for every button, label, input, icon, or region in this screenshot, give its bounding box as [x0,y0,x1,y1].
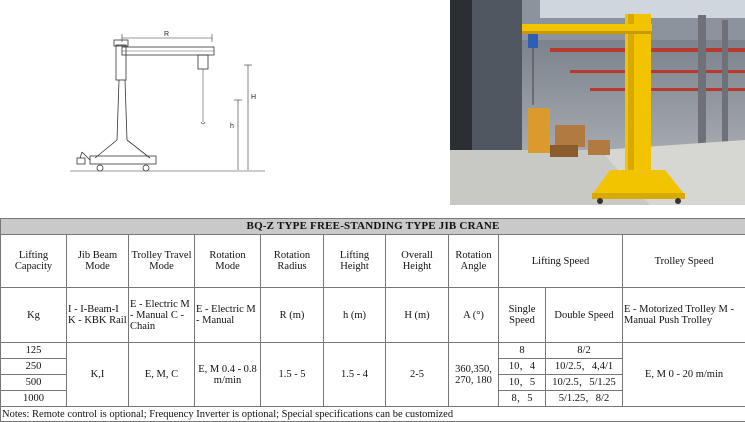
header-overall-height: Overall Height [386,235,449,288]
header-lifting-capacity: Lifting Capacity [1,235,67,288]
unit-rotation-radius: R (m) [261,288,324,343]
radius-label: R [164,31,169,38]
single-speed-cell: 10，4 [499,359,546,375]
crane-technical-drawing [60,10,300,185]
header-lifting-speed: Lifting Speed [499,235,623,288]
header-lifting-height: Lifting Height [324,235,386,288]
double-speed-cell: 10/2.5，4,4/1 [546,359,623,375]
unit-single-speed: Single Speed [499,288,546,343]
capacity-cell: 500 [1,375,67,391]
unit-trolley-speed: E - Motorized Trolley M - Manual Push Trolley [623,288,745,343]
double-speed-cell: 8/2 [546,343,623,359]
overall-height-value: 2-5 [386,343,449,407]
table-row [1,343,745,359]
unit-rotation-angle: A (°) [449,288,499,343]
double-speed-cell: 10/2.5，5/1.25 [546,375,623,391]
lifting-height-value: 1.5 - 4 [324,343,386,407]
unit-lifting-capacity: Kg [1,288,67,343]
table-title: BQ-Z TYPE FREE-STANDING TYPE JIB CRANE [1,219,745,235]
double-speed-cell: 5/1.25，8/2 [546,391,623,407]
header-rotation-mode: Rotation Mode [195,235,261,288]
single-speed-cell: 8，5 [499,391,546,407]
lifting-height-label: h [230,123,234,130]
overall-height-label: H [251,94,256,101]
rotation-radius-value: 1.5 - 5 [261,343,324,407]
unit-double-speed: Double Speed [546,288,623,343]
header-rotation-radius: Rotation Radius [261,235,324,288]
unit-jib-beam-mode: I - I-Beam-I K - KBK Rail [67,288,129,343]
trolley-speed-value: E, M 0 - 20 m/min [623,343,745,407]
jib-crane-spec-table [0,218,745,422]
unit-overall-height: H (m) [386,288,449,343]
capacity-cell: 125 [1,343,67,359]
rotation-mode-value: E, M 0.4 - 0.8 m/min [195,343,261,407]
header-trolley-speed: Trolley Speed [623,235,745,288]
capacity-cell: 250 [1,359,67,375]
unit-lifting-height: h (m) [324,288,386,343]
header-jib-beam-mode: Jib Beam Mode [67,235,129,288]
unit-rotation-mode: E - Electric M - Manual [195,288,261,343]
jib-beam-mode-value: K,I [67,343,129,407]
single-speed-cell: 8 [499,343,546,359]
header-rotation-angle: Rotation Angle [449,235,499,288]
crane-factory-photo [450,0,745,205]
single-speed-cell: 10，5 [499,375,546,391]
trolley-travel-mode-value: E, M, C [129,343,195,407]
rotation-angle-value: 360,350, 270, 180 [449,343,499,407]
capacity-cell: 1000 [1,391,67,407]
table-notes: Notes: Remote control is optional; Frequency Inverter is optional; Special specifications can be customized [1,407,745,422]
unit-trolley-travel-mode: E - Electric M - Manual C - Chain [129,288,195,343]
header-trolley-travel-mode: Trolley Travel Mode [129,235,195,288]
